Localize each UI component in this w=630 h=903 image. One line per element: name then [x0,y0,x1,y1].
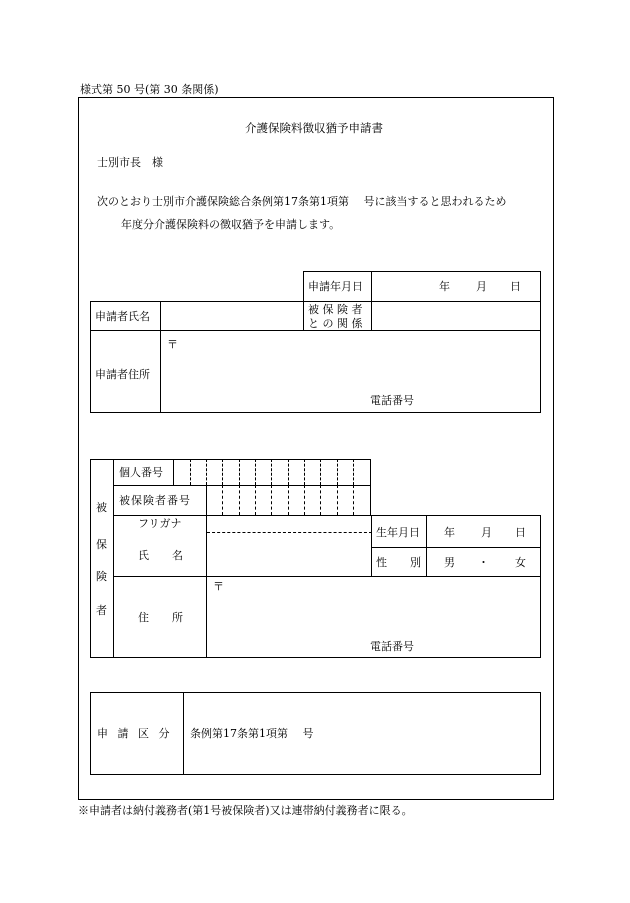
insured-address-label-1: 住 [138,611,149,624]
applicant-address-field[interactable] [161,331,540,412]
applicant-phone-label: 電話番号 [370,394,414,407]
insured-side-label-4: 者 [96,604,107,617]
category-label: 申 請 区 分 [97,727,173,740]
sex-label-1: 性 [376,556,387,569]
birth-day-label: 日 [515,526,526,539]
insured-name-field[interactable] [207,533,371,576]
category-value[interactable]: 条例第17条第1項第 号 [190,727,314,740]
birth-year-label: 年 [444,526,455,539]
insured-address-field[interactable] [207,577,540,657]
intro-line-1: 次のとおり士別市介護保険総合条例第17条第1項第 号に該当すると思われるため [97,195,507,208]
sex-option-male[interactable]: 男 [444,556,455,569]
application-date-month-label: 月 [476,280,487,293]
insured-name-label-2: 名 [172,549,183,562]
individual-number-label: 個人番号 [119,466,163,479]
form-number: 様式第 50 号(第 30 条関係) [80,83,219,96]
insured-address-label-2: 所 [172,611,183,624]
applicant-name-label: 申請者氏名 [95,310,150,323]
intro-line-2: 年度分介護保険料の徴収猶予を申請します。 [121,218,341,231]
relation-label-line-1: 被 保 険 者 [308,303,363,316]
insured-number-label: 被保険者番号 [119,494,191,507]
sex-option-female[interactable]: 女 [515,556,526,569]
applicant-name-field[interactable] [161,302,303,330]
application-date-field[interactable] [372,272,540,301]
relation-label-line-2: と の 関 係 [308,317,363,330]
insured-name-label-1: 氏 [138,549,149,562]
furigana-field[interactable] [207,516,371,532]
sex-separator: ・ [478,556,489,569]
insured-side-label-1: 被 [96,501,107,514]
insured-number-field[interactable] [207,486,370,515]
insured-side-label-2: 保 [96,538,107,551]
addressee: 士別市長 様 [97,156,163,169]
sex-label-2: 別 [410,556,421,569]
applicant-postal-mark: 〒 [167,338,178,351]
applicant-address-label: 申請者住所 [95,368,150,381]
birth-date-field[interactable] [427,516,540,547]
relation-field[interactable] [372,302,540,330]
footnote: ※申請者は納付義務者(第1号被保険者)又は連帯納付義務者に限る。 [78,804,413,817]
furigana-label: フリガナ [138,517,182,530]
insured-postal-mark: 〒 [213,580,224,593]
individual-number-field[interactable] [174,460,370,485]
application-date-year-label: 年 [439,280,450,293]
insured-side-label-3: 険 [96,570,107,583]
application-date-day-label: 日 [510,280,521,293]
application-date-label: 申請年月日 [308,280,363,293]
insured-phone-label: 電話番号 [370,640,414,653]
birth-month-label: 月 [481,526,492,539]
birth-date-label: 生年月日 [376,526,420,539]
page-title: 介護保険料徴収猶予申請書 [245,121,383,135]
